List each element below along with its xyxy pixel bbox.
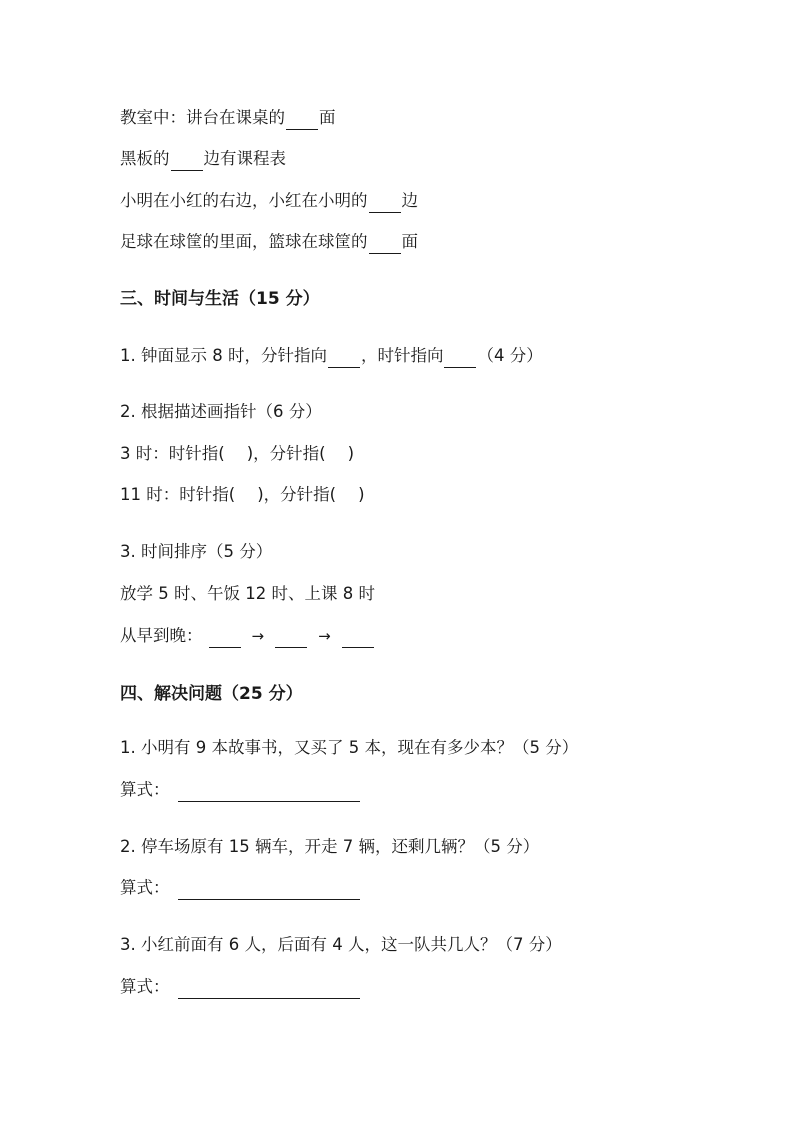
question-time-order: 3. 时间排序（5 分） <box>120 542 273 561</box>
question-inside-outside <box>120 230 418 254</box>
answer-blank[interactable] <box>171 152 203 171</box>
question-text: 面 <box>401 232 418 251</box>
question-text: 边有课程表 <box>203 149 286 168</box>
question-lecture-podium <box>120 106 336 130</box>
question-text: 1. 钟面显示 8 时，分针指向 <box>120 346 327 365</box>
answer-blank[interactable] <box>369 194 401 213</box>
draw-hands-3-oclock: 3 时：时针指( )，分针指( ) <box>120 444 354 463</box>
arrow-right-icon: → <box>251 627 265 645</box>
problem-parking-lot: 2. 停车场原有 15 辆车，开走 7 辆，还剩几辆？（5 分） <box>120 837 540 856</box>
answer-blank[interactable] <box>328 349 360 368</box>
time-order-answer: 从早到晚： → → <box>120 624 375 648</box>
question-text: 黑板的 <box>120 149 170 168</box>
question-text: 教室中：讲台在课桌的 <box>120 108 285 127</box>
question-text: 面 <box>319 108 336 127</box>
question-text: 小明在小红的右边，小红在小明的 <box>120 191 368 210</box>
formula-blank[interactable] <box>178 783 360 802</box>
formula-blank[interactable] <box>178 980 360 999</box>
problem-queue: 3. 小红前面有 6 人，后面有 4 人，这一队共几人？（7 分） <box>120 935 562 954</box>
time-order-items: 放学 5 时、午饭 12 时、上课 8 时 <box>120 584 375 603</box>
answer-blank[interactable] <box>444 349 476 368</box>
answer-blank[interactable] <box>286 111 318 130</box>
arrow-right-icon: → <box>318 627 331 645</box>
answer-blank[interactable] <box>275 629 307 648</box>
formula-line: 算式： <box>120 876 361 900</box>
problem-story-books: 1. 小明有 9 本故事书，又买了 5 本，现在有多少本？（5 分） <box>120 738 579 757</box>
answer-blank[interactable] <box>342 629 374 648</box>
section-heading-time: 三、时间与生活（15 分） <box>120 289 320 309</box>
section-heading-problems: 四、解决问题（25 分） <box>120 684 303 704</box>
question-blackboard <box>120 147 286 171</box>
formula-blank[interactable] <box>178 881 360 900</box>
question-draw-hands: 2. 根据描述画指针（6 分） <box>120 402 322 421</box>
answer-blank[interactable] <box>209 629 241 648</box>
formula-line: 算式： <box>120 975 361 999</box>
question-clock-hands <box>120 344 543 368</box>
formula-line: 算式： <box>120 778 361 802</box>
question-points: （4 分） <box>477 346 543 365</box>
question-text: 边 <box>401 191 418 210</box>
question-left-right <box>120 189 418 213</box>
answer-blank[interactable] <box>369 235 401 254</box>
question-text: 足球在球筐的里面，篮球在球筐的 <box>120 232 368 251</box>
question-text: ，时针指向 <box>360 346 444 365</box>
draw-hands-11-oclock: 11 时：时针指( )，分针指( ) <box>120 485 365 504</box>
